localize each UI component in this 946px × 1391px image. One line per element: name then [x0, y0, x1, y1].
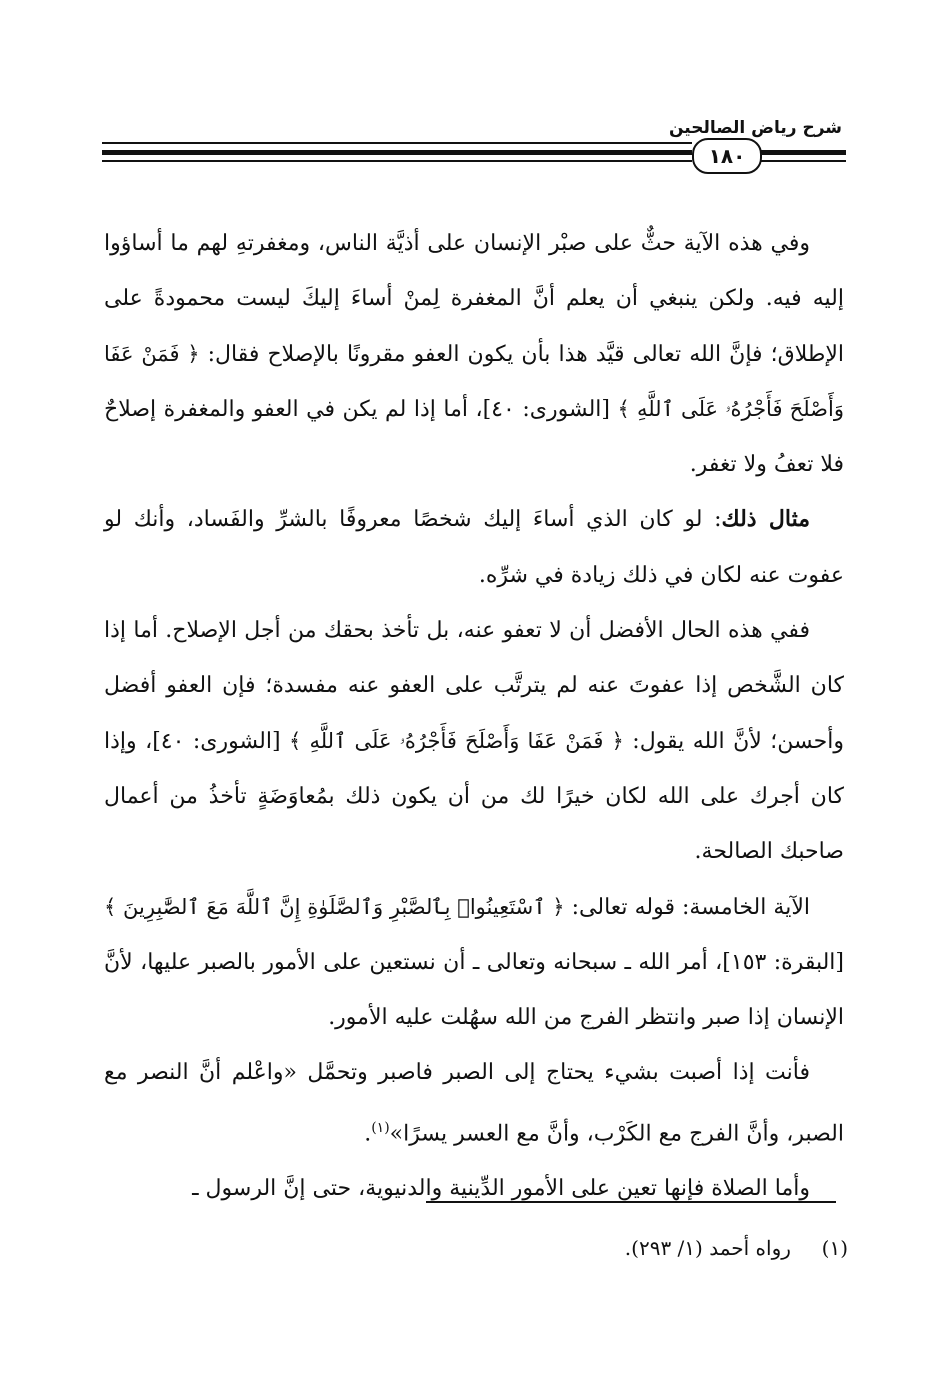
footnote-text: رواه أحمد (١/ ٢٩٣). [624, 1236, 791, 1260]
paragraph-5-text: فأنت إذا أصبت بشيء يحتاج إلى الصبر فاصبر وتحمَّل «واعْلم أنَّ النصر مع الصبر، وأنَّ الفرج مع الكَرْب، وأنَّ مع العسر يسرًا» [104, 1060, 844, 1147]
paragraph-2-text: : لو كان الذي أساءَ إليك شخصًا معروفًا بالشرِّ والفَساد، وأنك لو عفوت عنه لكان في ذلك زيادة في شرِّه. [104, 507, 844, 588]
paragraph-3 [104, 603, 844, 879]
header-rule-thick [102, 150, 692, 155]
header-rule-right-thin [758, 160, 846, 162]
footnote-separator [426, 1201, 836, 1203]
header-rule-top [102, 142, 692, 144]
paragraph-4-text: الآية الخامسة: قوله تعالى: [564, 894, 810, 920]
running-title: شرح رياض الصالحين [668, 118, 842, 138]
footnote-reference: (١) [371, 1119, 390, 1136]
paragraph-2 [104, 492, 844, 603]
paragraph-1 [104, 216, 844, 492]
paragraph-6: وأما الصلاة فإنها تعين على الأمور الدِّينية والدنيوية، حتى إنَّ الرسول ـ [192, 1176, 810, 1202]
main-text [104, 216, 844, 1217]
footnote [625, 1236, 848, 1260]
paragraph-5-text-end: . [364, 1121, 372, 1147]
paragraph-1-text: وفي هذه الآية حثٌّ على صبْر الإنسان على أذيَّة الناس، ومغفرتهِ لهم ما أساؤوا إليه فيه. ولكن ينبغي أن يعلم أنَّ المغفرة لِمنْ أساءَ إليكَ ليست محمودةً على الإطلاق؛ فإنَّ الله تعالى قيَّد هذا بأن يكون العفو مقرونًا بالإصلاح فقال: [104, 231, 844, 367]
page-number-badge [692, 138, 762, 174]
paragraph-3-text-end: [الشورى: ٤٠]، وإذا كان أجرك على الله لكان خيرًا لك من أن يكون ذلك بمُعاوَضَةٍ تأخذُ من أعمال صاحبك الصالحة. [104, 728, 844, 865]
page-number: ١٨٠ [708, 144, 746, 168]
quran-quote-1: ﴿ فَمَنْ عَفَا وَأَصْلَحَ فَأَجْرُهُۥ عَلَى ٱللَّهِ ﴾ [104, 341, 844, 421]
example-lead: مثال ذلك [721, 506, 811, 533]
paragraph-4 [104, 880, 844, 1046]
paragraph-5 [104, 1045, 844, 1161]
quran-quote-2: ﴿ فَمَنْ عَفَا وَأَصْلَحَ فَأَجْرُهُۥ عَلَى ٱللَّهِ ﴾ [289, 728, 624, 753]
footnote-marker: (١) [821, 1236, 848, 1260]
paragraph-3-text: ففي هذه الحال الأفضل أن لا تعفو عنه، بل تأخذ بحقك من أجل الإصلاح. أما إذا كان الشَّخص إذا عفوتَ عنه لم يترتَّب على العفو عنه مفسدة؛ فإن العفو أفضل وأحسن؛ لأنَّ الله يقول: [104, 618, 844, 754]
quran-quote-3: ﴿ ٱسْتَعِينُوا۟ بِٱلصَّبْرِ وَٱلصَّلَوٰةِ إِنَّ ٱللَّهَ مَعَ ٱلصَّٰبِرِينَ ﴾ [104, 894, 565, 919]
paragraph-4-text-end: [البقرة: ١٥٣]، أمر الله ـ سبحانه وتعالى ـ أن نستعين على الأمور بالصبر عليها، لأنَّ الإنسان إذا صبر وانتظر الفرج من الله سهُلت عليه الأمور. [104, 949, 844, 1031]
header-rule-right [758, 150, 846, 155]
paragraph-1-text-end: [الشورى: ٤٠]، أما إذا لم يكن في العفو والمغفرة إصلاحٌ فلا تعفُ ولا تغفر. [104, 396, 844, 478]
header-rule-bottom [102, 160, 692, 162]
